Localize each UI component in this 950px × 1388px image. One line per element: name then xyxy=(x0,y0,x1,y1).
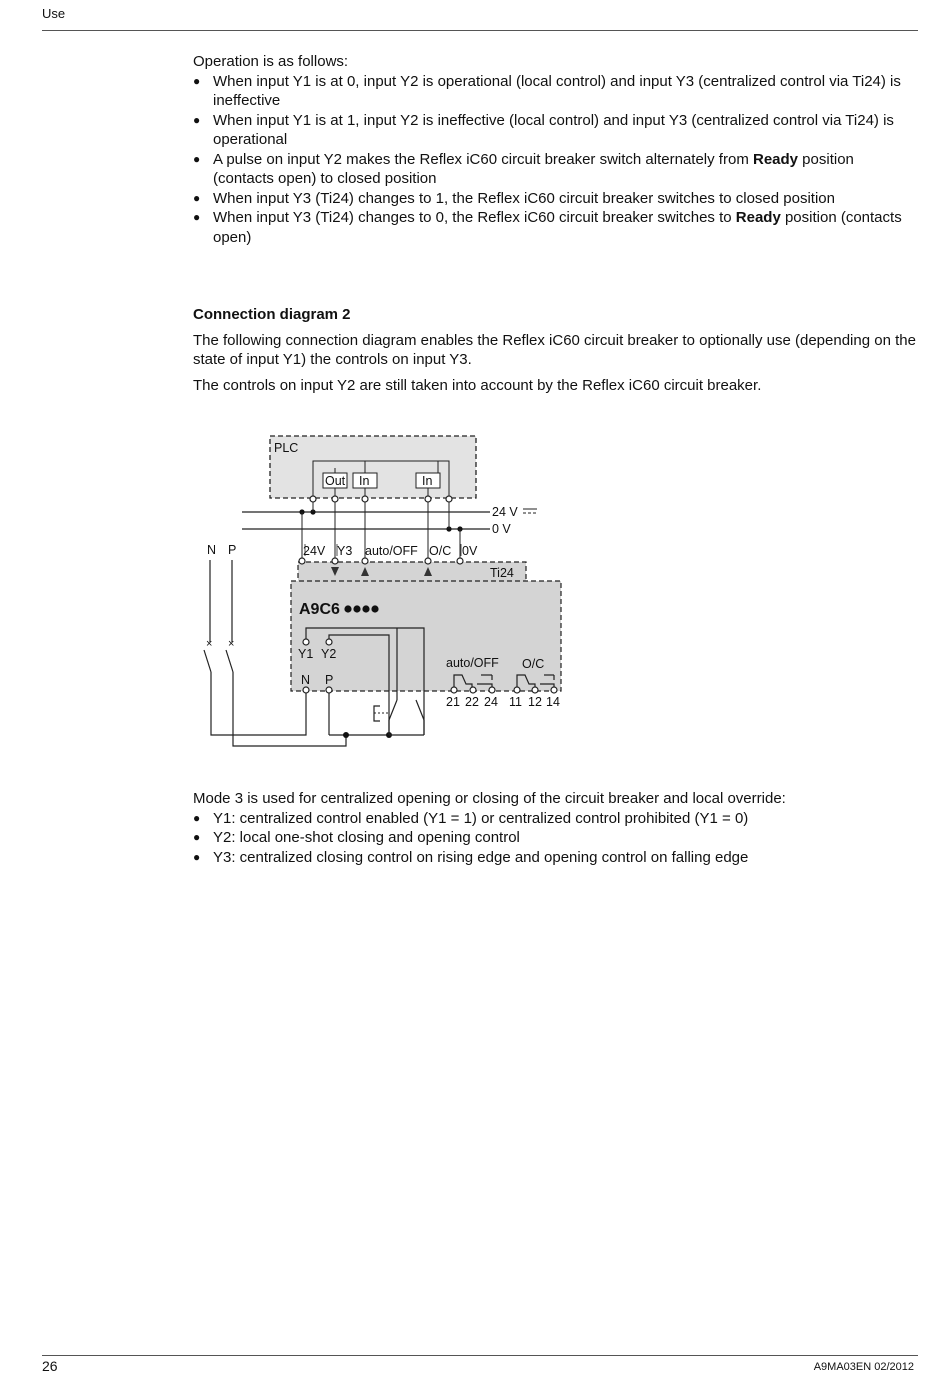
pushbutton-contact xyxy=(389,700,397,720)
item-text: position (contacts open) to closed position xyxy=(213,150,854,187)
terminal xyxy=(470,687,476,693)
list-item: ● When input Y1 is at 0, input Y2 is operational (local control) and input Y3 (centralized control via Ti24) is ineffective xyxy=(193,72,918,111)
item-text: position (contacts open) xyxy=(213,209,902,246)
item-text: When input Y3 (Ti24) changes to 0, the Reflex iC60 circuit breaker switches to xyxy=(213,209,736,226)
list-item: ● When input Y1 is at 1, input Y2 is ineffective (local control) and input Y3 (centralized control via Ti24) is operational xyxy=(193,111,918,150)
pin-label: 12 xyxy=(528,695,542,709)
connection-paragraph-2: The controls on input Y2 are still taken into account by the Reflex iC60 circuit breaker. xyxy=(193,376,762,394)
pin-label: 22 xyxy=(465,695,479,709)
terminal xyxy=(303,639,309,645)
pin-label: 14 xyxy=(546,695,560,709)
n-label: N xyxy=(207,543,217,557)
ti24-term-24v: 24V xyxy=(303,544,326,558)
contact-auto-off-label: auto/OFF xyxy=(446,656,499,670)
n-inner-label: N xyxy=(301,673,311,687)
terminal xyxy=(551,687,557,693)
header-rule xyxy=(42,30,918,31)
terminal xyxy=(310,496,316,502)
plc-in2-label: In xyxy=(422,474,433,488)
ti24-term-y3: Y3 xyxy=(337,544,353,558)
terminal xyxy=(532,687,538,693)
operation-list xyxy=(193,72,918,248)
dot-mark xyxy=(371,605,378,612)
terminal xyxy=(514,687,520,693)
mode-list xyxy=(193,809,918,868)
ti24-term-oc: O/C xyxy=(429,544,452,558)
item-text: A pulse on input Y2 makes the Reflex iC60 circuit breaker switch alternately from xyxy=(213,150,753,168)
mode-section xyxy=(193,789,918,867)
document-reference: A9MA03EN 02/2012 xyxy=(813,1361,914,1373)
y2-label: Y2 xyxy=(321,647,337,661)
terminal xyxy=(362,496,368,502)
terminal xyxy=(303,687,309,693)
footer-rule xyxy=(42,1355,918,1356)
switch-contact xyxy=(416,700,424,720)
dot-mark xyxy=(362,605,369,612)
plc-in1-label: In xyxy=(359,474,370,488)
terminal xyxy=(425,496,431,502)
plc-label: PLC xyxy=(274,441,299,455)
isolator-blade xyxy=(204,650,211,672)
list-item: ● Y1: centralized control enabled (Y1 = 1) or centralized control prohibited (Y1 = 0) xyxy=(193,809,918,829)
isolator-blade xyxy=(226,650,233,672)
list-item xyxy=(193,150,918,189)
terminal xyxy=(451,687,457,693)
terminal xyxy=(457,558,463,564)
terminal xyxy=(446,496,452,502)
contact-oc-label: O/C xyxy=(522,657,545,671)
p-inner-label: P xyxy=(325,673,334,687)
mode-intro: Mode 3 is used for centralized opening or closing of the circuit breaker and local override: xyxy=(193,790,786,807)
running-header: Use xyxy=(42,6,66,21)
pin-label: 24 xyxy=(484,695,498,709)
ti24-label: Ti24 xyxy=(490,566,514,580)
terminal xyxy=(362,558,368,564)
connection-paragraph-1: The following connection diagram enables the Reflex iC60 circuit breaker to optionally use (depending on the state of input Y1) the controls on input Y3. xyxy=(193,331,916,368)
terminal xyxy=(425,558,431,564)
p-label: P xyxy=(228,543,237,557)
terminal xyxy=(326,639,332,645)
cross-mark: × xyxy=(206,638,213,650)
list-item: ● Y2: local one-shot closing and opening control xyxy=(193,828,918,848)
rail-0v-label: 0 V xyxy=(492,522,511,536)
section-title: Connection diagram 2 xyxy=(193,306,351,323)
dot-mark xyxy=(353,605,360,612)
terminal xyxy=(332,558,338,564)
connection-diagram xyxy=(192,428,572,758)
pin-label: 11 xyxy=(509,695,522,709)
junction xyxy=(343,732,349,738)
ti24-term-auto-off: auto/OFF xyxy=(365,544,418,558)
list-item: ● When input Y3 (Ti24) changes to 1, the Reflex iC60 circuit breaker switches to closed position xyxy=(193,189,918,209)
dot-mark xyxy=(344,605,351,612)
terminal xyxy=(489,687,495,693)
operation-intro: Operation is as follows: xyxy=(193,53,349,70)
terminal xyxy=(326,687,332,693)
plc-box xyxy=(270,436,476,498)
terminal xyxy=(332,496,338,502)
y1-label: Y1 xyxy=(298,647,314,661)
main-content xyxy=(193,52,918,401)
terminal xyxy=(299,558,305,564)
pin-label: 21 xyxy=(446,695,460,709)
item-bold: Ready xyxy=(752,150,799,168)
page-number: 26 xyxy=(42,1358,58,1374)
rail-24v-label: 24 V xyxy=(492,505,518,519)
item-bold: Ready xyxy=(735,209,781,226)
plc-out-label: Out xyxy=(325,474,346,488)
cross-mark: × xyxy=(228,638,235,650)
list-item: ● Y3: centralized closing control on rising edge and opening control on falling edge xyxy=(193,848,918,868)
ti24-term-0v: 0V xyxy=(462,544,478,558)
list-item xyxy=(193,208,918,247)
device-ref: A9C6 xyxy=(299,601,340,618)
